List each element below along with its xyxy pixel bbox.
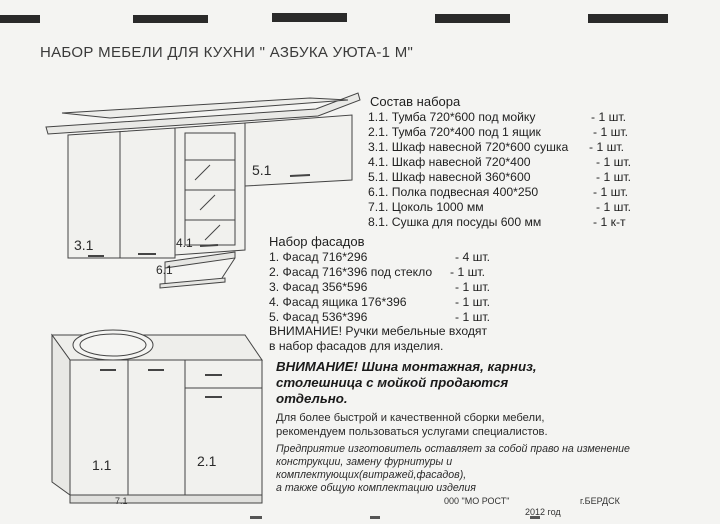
- composition-item: 4.1. Шкаф навесной 720*400: [368, 155, 531, 169]
- composition-qty: - 1 шт.: [596, 155, 632, 169]
- binding-mark: [272, 13, 347, 22]
- advice-line1: Для более быстрой и качественной сборки мебели,: [276, 412, 545, 424]
- composition-item: 2.1. Тумба 720*400 под 1 ящик: [368, 125, 541, 139]
- facade-qty: - 1 шт.: [450, 265, 486, 279]
- bottom-marks: [250, 516, 540, 519]
- binding-mark: [588, 14, 668, 23]
- disclaimer-line4: а также общую комплектацию изделия: [276, 482, 476, 494]
- composition-qty: - 1 шт.: [596, 200, 632, 214]
- disclaimer-line2: конструкции, замену фурнитуры и: [276, 456, 453, 468]
- label-6-1: 6.1: [156, 263, 173, 277]
- disclaimer-line3: комплектующих(витражей,фасадов),: [276, 469, 467, 481]
- composition-item: 1.1. Тумба 720*600 под мойку: [368, 110, 536, 124]
- base-front: [70, 360, 262, 495]
- binding-mark: [250, 516, 262, 519]
- document-title: НАБОР МЕБЕЛИ ДЛЯ КУХНИ " АЗБУКА УЮТА-1 М": [40, 44, 414, 61]
- footer-company: 000 "МО РОСТ": [444, 496, 510, 506]
- facade-qty: - 1 шт.: [455, 295, 491, 309]
- facade-item: 2. Фасад 716*396 под стекло: [269, 265, 433, 279]
- footer-city: г.БЕРДСК: [580, 496, 620, 506]
- facade-item: 1. Фасад 716*296: [269, 250, 368, 264]
- label-2-1: 2.1: [197, 453, 217, 469]
- composition-item: 7.1. Цоколь 1000 мм: [368, 200, 484, 214]
- composition-item: 8.1. Сушка для посуды 600 мм: [368, 215, 542, 229]
- handle: [200, 245, 218, 246]
- label-1-1: 1.1: [92, 457, 112, 473]
- attention-line2: столешница с мойкой продаются: [276, 375, 509, 390]
- handle: [290, 175, 310, 176]
- binding-marks: [0, 13, 668, 23]
- facades-header: Набор фасадов: [269, 234, 365, 249]
- binding-mark: [435, 14, 510, 23]
- label-3-1: 3.1: [74, 237, 94, 253]
- side-panel: [52, 335, 70, 495]
- attention-line1: ВНИМАНИЕ! Шина монтажная, карниз,: [276, 359, 537, 374]
- advice-line2: рекомендуем пользоваться услугами специалистов.: [276, 426, 548, 438]
- facade-qty: - 4 шт.: [455, 250, 491, 264]
- composition-header: Состав набора: [370, 94, 461, 109]
- footer-year: 2012 год: [525, 507, 561, 517]
- composition-qty: - 1 шт.: [591, 110, 627, 124]
- handles-warning-line2: в набор фасадов для изделия.: [269, 339, 444, 353]
- binding-mark: [133, 15, 208, 23]
- facade-item: 3. Фасад 356*596: [269, 280, 368, 294]
- disclaimer-line1: Предприятие изготовитель оставляет за собой право на изменение: [276, 443, 630, 455]
- shelf-bottom: [160, 278, 225, 288]
- facade-qty: - 1 шт.: [455, 280, 491, 294]
- label-7-1: 7.1: [115, 496, 128, 506]
- composition-qty: - 1 шт.: [596, 170, 632, 184]
- composition-qty: - 1 к-т: [593, 215, 626, 229]
- composition-qty: - 1 шт.: [589, 140, 625, 154]
- base-cabinets-drawing: [52, 330, 262, 503]
- label-5-1: 5.1: [252, 162, 272, 178]
- composition-item: 3.1. Шкаф навесной 720*600 сушка: [368, 140, 569, 154]
- shelf-support: [222, 258, 235, 278]
- binding-mark: [370, 516, 380, 519]
- facade-item: 5. Фасад 536*396: [269, 310, 368, 324]
- facade-qty: - 1 шт.: [455, 310, 491, 324]
- label-4-1: 4.1: [176, 236, 193, 250]
- attention-line3: отдельно.: [276, 391, 348, 406]
- composition-item: 6.1. Полка подвесная 400*250: [368, 185, 539, 199]
- binding-mark: [0, 15, 40, 23]
- composition-qty: - 1 шт.: [593, 125, 629, 139]
- composition-item: 5.1. Шкаф навесной 360*600: [368, 170, 531, 184]
- facade-item: 4. Фасад ящика 176*396: [269, 295, 407, 309]
- handles-warning-line1: ВНИМАНИЕ! Ручки мебельные входят: [269, 324, 488, 338]
- composition-qty: - 1 шт.: [593, 185, 629, 199]
- plinth-7-1: [70, 495, 262, 503]
